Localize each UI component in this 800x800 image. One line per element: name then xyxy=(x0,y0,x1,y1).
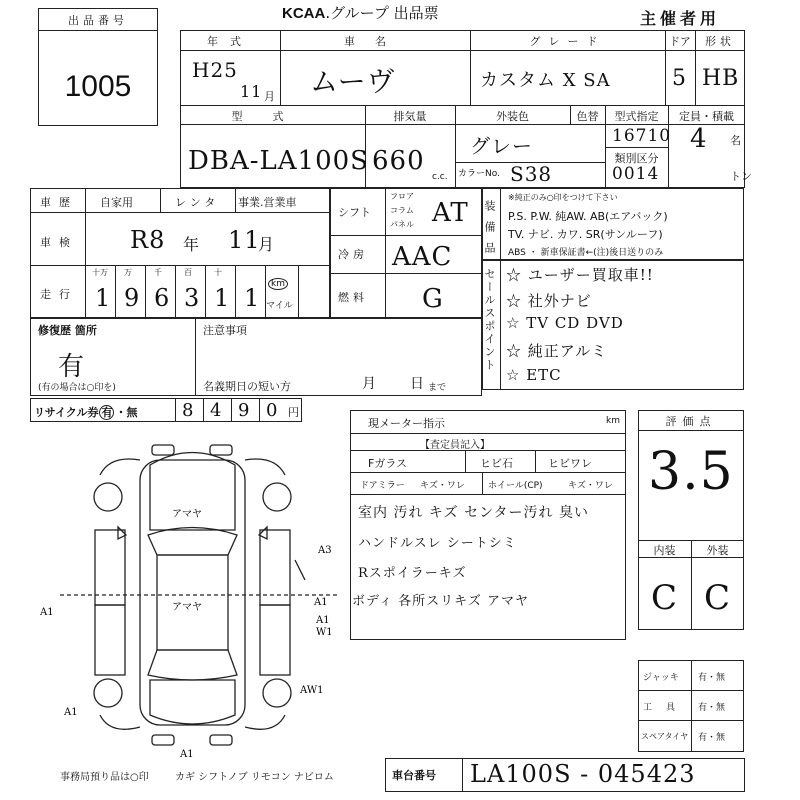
sales-point-item: ☆ ユーザー買取車!! xyxy=(506,266,654,284)
office-note: 事務局預り品は○印 xyxy=(60,772,149,783)
recycle-label: リサイクル券 有 ・無 xyxy=(34,406,138,419)
damage-mark: A1 xyxy=(316,615,330,626)
wheel-label: ホイール(CP) xyxy=(488,481,543,491)
lot-number: 1005 xyxy=(64,70,132,103)
car-damage-diagram xyxy=(40,435,340,765)
doors-value: 5 xyxy=(672,66,687,91)
meter-km: km xyxy=(606,416,620,426)
year-era: H25 xyxy=(192,58,238,82)
repair-note: (有の場合は○印を) xyxy=(38,383,116,393)
inspector-note: Rスポイラーキズ xyxy=(358,566,467,581)
class-div-header: 類別区分 xyxy=(614,152,659,165)
color-no-value: S38 xyxy=(510,162,553,186)
sales-point-item: ☆ TV CD DVD xyxy=(506,314,624,332)
shaken-value: R8 xyxy=(130,226,166,254)
damage-mark: アマヤ xyxy=(172,602,202,613)
mileage-digit: 6 xyxy=(154,284,171,312)
model-header: 型式 xyxy=(231,110,314,123)
shift-label: シフト xyxy=(338,206,371,219)
recycle-yen: 円 xyxy=(288,406,299,419)
jack-options: 有・無 xyxy=(698,673,726,683)
interior-label: 内装 xyxy=(653,544,676,557)
model-spec-value: 16710 xyxy=(612,126,672,146)
short-date-day: 日 xyxy=(410,376,424,392)
class-div-value: 0014 xyxy=(612,164,660,184)
ext-color-value: グレー xyxy=(470,134,533,158)
recycle-no: 無 xyxy=(126,406,138,419)
crack-label: ヒビワレ xyxy=(548,457,592,470)
equipment-line-3: ABS ・ 新車保証書←(注)後日送りのみ xyxy=(508,248,664,258)
shaken-month-unit: 月 xyxy=(258,235,275,254)
history-opt-business: 事業.営業車 xyxy=(238,196,297,209)
model-value: DBA-LA100S xyxy=(188,146,369,176)
capacity-value: 4 xyxy=(690,124,708,154)
shape-value: HB xyxy=(702,66,740,91)
model-spec-header: 型式指定 xyxy=(614,110,659,123)
name-header: 車名 xyxy=(344,35,406,48)
year-header: 年式 xyxy=(207,35,253,48)
digit-label-100: 百 xyxy=(184,268,192,277)
mileage-label: 走行 xyxy=(40,288,78,301)
inspector-note: ハンドルスレ シートシミ xyxy=(358,536,517,551)
sales-point-item: ☆ ETC xyxy=(506,366,562,384)
digit-label-10k: 万 xyxy=(124,268,132,277)
tools-options: 有・無 xyxy=(698,703,726,713)
shaken-month: 11 xyxy=(228,226,261,254)
mile-label: マイル xyxy=(266,301,293,311)
equipment-note: ※純正のみ○印をつけて下さい xyxy=(508,193,618,202)
damage-mark: A1 xyxy=(314,597,328,608)
mileage-digit: 1 xyxy=(244,284,261,312)
history-label: 車歴 xyxy=(40,196,78,209)
interior-rating: C xyxy=(650,578,678,618)
grade-header: グレード xyxy=(529,35,606,48)
damage-mark: A1 xyxy=(40,607,54,618)
kept-items: カギ シフトノブ リモコン ナビロム xyxy=(175,772,334,783)
form-title: KCAA.グループ 出品票 xyxy=(282,4,439,22)
shift-opt-floor: フロア xyxy=(390,192,414,201)
chassis-label: 車台番号 xyxy=(392,769,436,782)
persons-unit: 名 xyxy=(730,134,741,147)
car-name: ムーヴ xyxy=(310,65,396,98)
mileage-digit: 1 xyxy=(214,284,231,312)
damage-mark: AW1 xyxy=(300,685,324,696)
exterior-rating: C xyxy=(703,578,731,618)
damage-mark: A1 xyxy=(180,749,194,760)
digit-label-10: 十 xyxy=(214,268,222,277)
color-change-header: 色替 xyxy=(576,110,599,123)
mileage-digit: 1 xyxy=(95,284,112,312)
doors-header: ドア xyxy=(669,35,691,48)
ac-label: 冷房 xyxy=(338,248,368,261)
short-date-label: 名義期日の短い方 xyxy=(203,380,291,393)
jack-label: ジャッキ xyxy=(643,673,679,683)
displacement-header: 排気量 xyxy=(393,110,427,123)
year-month: 11 xyxy=(240,82,263,101)
digit-label-100k: 十万 xyxy=(92,268,108,277)
recycle-yes: 有 xyxy=(101,406,113,419)
capacity-header: 定員・積載 xyxy=(679,110,734,123)
grade-value: カスタム X SA xyxy=(480,70,611,91)
mirror-label: ドアミラー xyxy=(360,481,405,491)
brand-logo: KCAA xyxy=(282,5,326,22)
mirror-options: キズ・ワレ xyxy=(420,481,465,491)
recycle-digit: 9 xyxy=(238,400,251,421)
month-unit: 月 xyxy=(264,90,275,103)
damage-mark: アマヤ xyxy=(172,509,202,520)
recycle-digit: 4 xyxy=(210,400,223,421)
damage-mark: A3 xyxy=(318,545,332,556)
inspector-note: ボディ 各所スリキズ アマヤ xyxy=(352,594,529,609)
rating-value: 3.5 xyxy=(648,442,734,502)
repair-value: 有 xyxy=(58,352,86,382)
color-no-label: カラーNo. xyxy=(458,169,500,179)
history-opt-private: 自家用 xyxy=(100,196,133,209)
cc-unit: c.c. xyxy=(432,172,448,182)
sales-points-label: セールスポイント xyxy=(483,268,496,372)
recycle-digit: 8 xyxy=(182,400,195,421)
spare-options: 有・無 xyxy=(698,733,726,743)
rating-label: 評価点 xyxy=(665,415,717,428)
chip-label: ヒビ石 xyxy=(480,457,513,470)
shaken-year-unit: 年 xyxy=(183,235,200,254)
fuel-label: 燃料 xyxy=(338,291,368,304)
short-date-until: まで xyxy=(428,383,447,393)
displacement-value: 660 xyxy=(372,146,425,176)
meter-label: 現メーター指示 xyxy=(368,417,445,430)
equipment-label: 装備品 xyxy=(483,200,496,263)
history-opt-rental: レンタ xyxy=(175,196,220,209)
recycle-digit: 0 xyxy=(266,400,279,421)
spare-label: スペアタイヤ xyxy=(641,732,689,741)
km-label: km xyxy=(268,278,288,290)
tons-unit: トン xyxy=(730,170,752,183)
fuel-value: G xyxy=(422,284,444,314)
exterior-label: 外装 xyxy=(706,544,729,557)
equipment-line-1: P.S. P.W. 純AW. AB(エアバック) xyxy=(508,210,668,223)
inspector-label: 【査定員記入】 xyxy=(420,440,490,451)
ac-value: AAC xyxy=(392,242,453,272)
shaken-label: 車検 xyxy=(40,236,78,249)
sales-point-item: ☆ 社外ナビ xyxy=(506,292,592,310)
shift-opt-panel: パネル xyxy=(390,220,414,229)
shift-value: AT xyxy=(432,198,469,228)
chassis-number: LA100S - 045423 xyxy=(470,760,696,788)
repair-label: 修復歴 箇所 xyxy=(38,324,97,337)
ext-color-header: 外装色 xyxy=(496,110,529,123)
shape-header: 形状 xyxy=(705,35,735,48)
organizer-label: 主催者用 xyxy=(640,9,721,28)
shift-opt-column: コラム xyxy=(390,206,414,215)
lot-number-label: 出品番号 xyxy=(68,14,128,27)
mileage-digit: 3 xyxy=(184,284,201,312)
damage-mark: A1 xyxy=(64,707,78,718)
digit-label-1k: 千 xyxy=(154,268,162,277)
tools-label: 工具 xyxy=(643,703,690,713)
inspector-note: 室内 汚れ キズ センター汚れ 臭い xyxy=(358,505,589,521)
caution-label: 注意事項 xyxy=(203,324,247,337)
wheel-options: キズ・ワレ xyxy=(568,481,613,491)
equipment-line-2: TV. ナビ. カワ. SR(サンルーフ) xyxy=(508,228,663,241)
mileage-digit: 9 xyxy=(124,284,141,312)
short-date-month: 月 xyxy=(362,376,376,392)
sales-point-item: ☆ 純正アルミ xyxy=(506,342,608,360)
damage-mark: W1 xyxy=(316,627,333,638)
glass-label: Fガラス xyxy=(368,457,407,470)
